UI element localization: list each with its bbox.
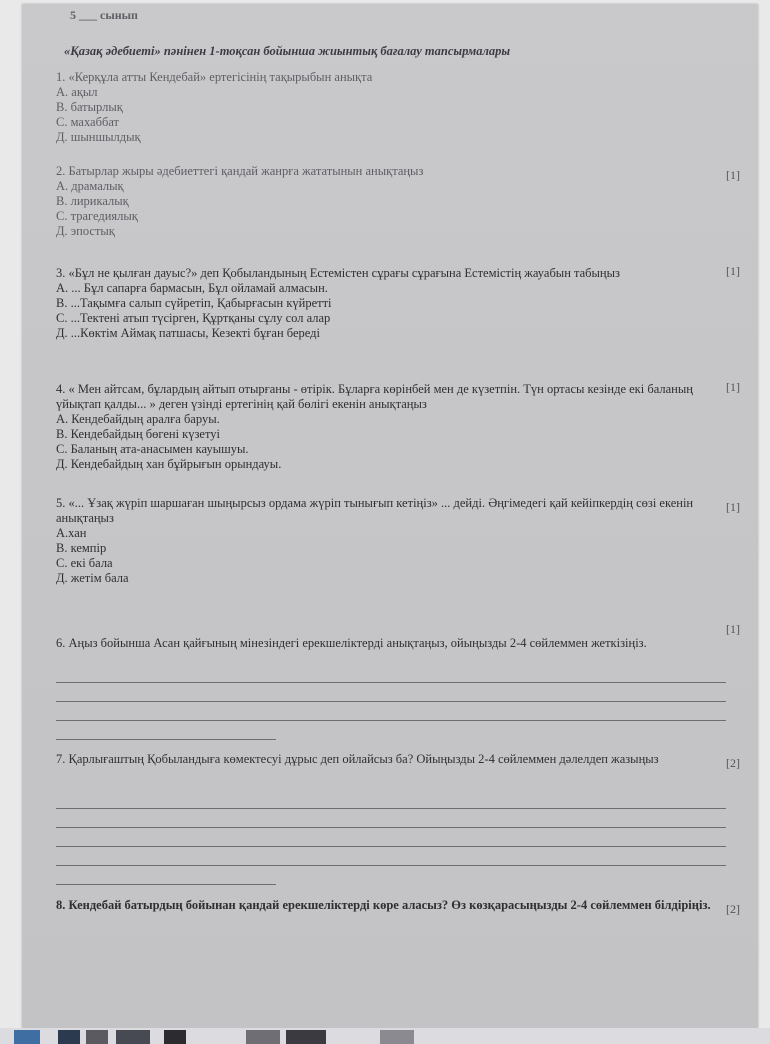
points-badge: [1] [726,168,740,182]
question-6 [56,636,736,651]
answer-line[interactable] [56,683,726,702]
question-text: 4. « Мен айтсам, бұлардың айтып отырғаны - өтірік. Бұларға көрінбей мен де күзетпін. Түн ортасы кезінде екі баланың үйықтап қалды... » деген үзінді ертегінің қай бөлігі екенін анықтаңыз [56,382,693,411]
answer-line[interactable] [56,809,726,828]
thumbnail[interactable] [164,1030,186,1044]
answer-lines[interactable] [56,790,726,885]
thumbnail[interactable] [58,1030,80,1044]
answer-option: Д. жетім бала [56,571,129,585]
points-badge: [1] [726,264,740,278]
answer-option: Д. Кендебайдың хан бұйрығын орындауы. [56,457,282,471]
answer-option: С. трагедиялық [56,209,138,223]
question-text: 1. «Керқұла атты Кендебай» ертегісінің тақырыбын анықта [56,70,373,84]
answer-option: С. екі бала [56,556,113,570]
thumbnail[interactable] [380,1030,414,1044]
question-text: 7. Қарлығаштың Қобыландыға көмектесуі дұрыс деп ойлайсыз ба? Ойыңызды 2-4 сөйлеммен дәлелдеп жазыңыз [56,752,659,766]
answer-line[interactable] [56,664,726,683]
points-badge: [2] [726,756,740,770]
assessment-title: «Қазақ әдебиеті» пәнінен 1-тоқсан бойынша жиынтық бағалау тапсырмалары [64,44,511,58]
answer-option: С. махаббат [56,115,120,129]
question-text: 8. Кендебай батырдың бойынан қандай ерекшеліктерді көре аласыз? Өз көзқарасыңызды 2-4 сөйлеммен білдіріңіз. [56,898,711,912]
thumbnail[interactable] [86,1030,108,1044]
answer-option: В. кемпір [56,541,107,555]
answer-line[interactable] [56,790,726,809]
answer-option: А. ақыл [56,85,98,99]
answer-option: С. Баланың ата-анасымен кауышуы. [56,442,249,456]
answer-option: А. ... Бұл сапарға бармасын, Бұл ойламай алмасын. [56,281,328,295]
question-5 [56,496,736,586]
question-text: 2. Батырлар жыры әдебиеттегі қандай жанрға жататынын анықтаңыз [56,164,424,178]
class-header: 5 ___ сынып [70,8,138,22]
answer-option: В. Кендебайдың бөгені күзетуі [56,427,221,441]
points-badge: [1] [726,500,740,514]
answer-option: Д. ...Көктім Аймақ патшасы, Кезекті бұған береді [56,326,320,340]
answer-option: Д. шыншылдық [56,130,141,144]
answer-option: А. Кендебайдың аралға баруы. [56,412,220,426]
points-badge: [1] [726,380,740,394]
thumbnail-strip [0,1028,770,1044]
answer-option: В. ...Тақымға салып сүйретіп, Қабырғасын күйретті [56,296,332,310]
thumbnail[interactable] [286,1030,326,1044]
points-badge: [2] [726,902,740,916]
answer-line[interactable] [56,702,726,721]
thumbnail[interactable] [116,1030,150,1044]
answer-option: Д. эпостық [56,224,115,238]
answer-option: В. лирикалық [56,194,129,208]
answer-lines[interactable] [56,664,726,740]
answer-line[interactable] [56,828,726,847]
answer-option: А. драмалық [56,179,124,193]
question-text: 6. Аңыз бойынша Асан қайғының мінезіндегі ерекшеліктерді анықтаңыз, ойыңызды 2-4 сөйлеммен жеткізіңіз. [56,636,647,650]
answer-line[interactable] [56,866,276,885]
question-8 [56,898,736,913]
answer-line[interactable] [56,847,726,866]
thumbnail[interactable] [246,1030,280,1044]
question-1 [56,70,736,145]
answer-line[interactable] [56,721,276,740]
question-3 [56,266,736,341]
answer-option: С. ...Тектені атып түсірген, Құртқаны сұлу сол алар [56,311,331,325]
question-4 [56,382,736,472]
question-text: 5. «... Ұзақ жүріп шаршаған шыңырсыз ордама жүріп тынығып кетіңіз» ... дейді. Әңгімедегі қай кейіпкердің сөзі екенін анықтаңыз [56,496,694,525]
answer-option: А.хан [56,526,87,540]
points-badge: [1] [726,622,740,636]
answer-option: В. батырлық [56,100,123,114]
thumbnail[interactable] [14,1030,40,1044]
question-2 [56,164,736,239]
question-text: 3. «Бұл не қылған дауыс?» деп Қобыландының Естемістен сұрағы сұрағына Естемістің жауабын табыңыз [56,266,620,280]
question-7 [56,752,736,767]
